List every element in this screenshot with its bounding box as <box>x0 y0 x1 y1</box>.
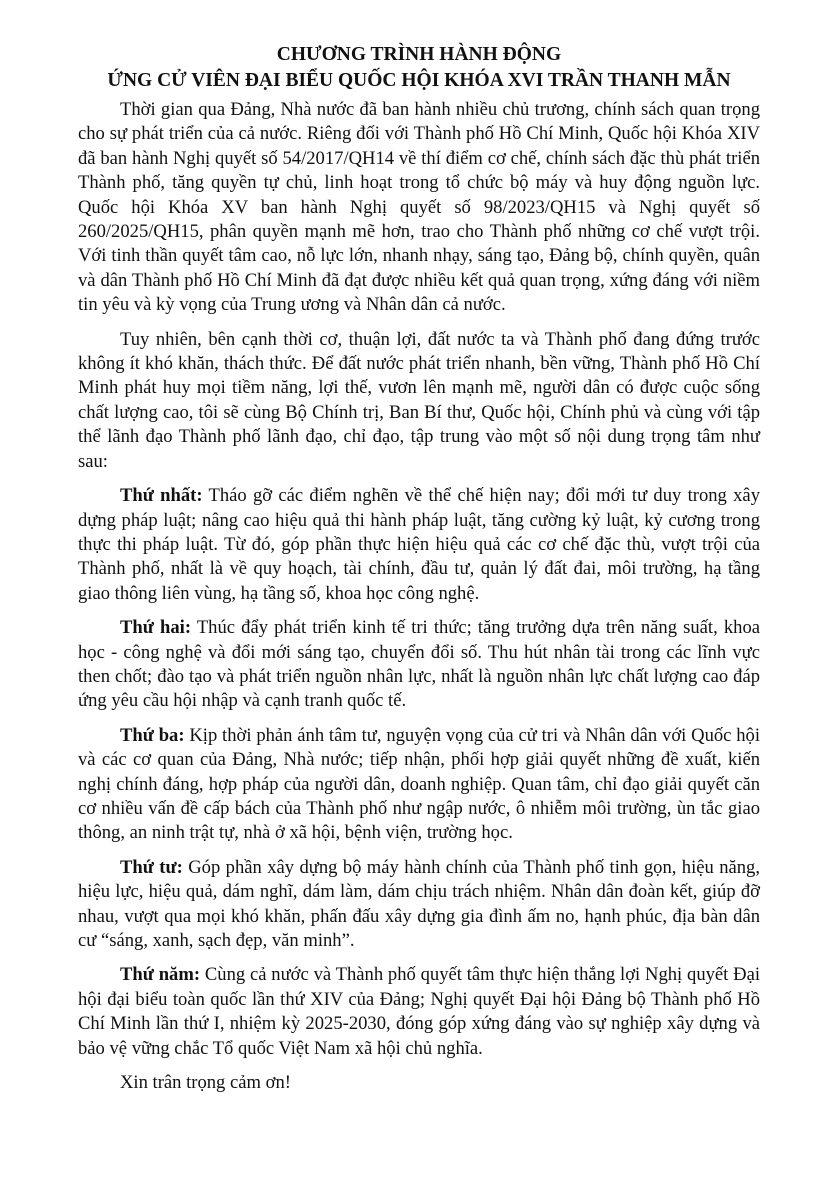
intro-paragraph-1: Thời gian qua Đảng, Nhà nước đã ban hành nhiều chủ trương, chính sách quan trọng cho sự phát triển của cả nước. Riêng đối với Thành phố Hồ Chí Minh, Quốc hội Khóa XIV đã ban hành Nghị quyết số 54/2017/QH14 về thí điểm cơ chế, chính sách đặc thù phát triển Thành phố, tăng quyền tự chủ, linh hoạt trong tổ chức bộ máy và huy động nguồn lực. Quốc hội Khóa XV ban hành Nghị quyết số 98/2023/QH15 và Nghị quyết số 260/2025/QH15, phân quyền mạnh mẽ hơn, trao cho Thành phố những cơ chế vượt trội. Với tinh thần quyết tâm cao, nỗ lực lớn, nhanh nhạy, sáng tạo, Đảng bộ, chính quyền, quân và dân Thành phố Hồ Chí Minh đã đạt được nhiều kết quả quan trọng, xứng đáng với niềm tin yêu và kỳ vọng của Trung ương và Nhân dân cả nước. <box>78 99 760 316</box>
action-item-1 <box>78 484 760 606</box>
action-item-3 <box>78 724 760 846</box>
action-item-2 <box>78 616 760 714</box>
action-item-5-lead: Thứ năm: <box>120 964 201 986</box>
document-title-line-1: CHƯƠNG TRÌNH HÀNH ĐỘNG <box>276 44 562 65</box>
action-item-4 <box>78 856 760 954</box>
action-item-4-text: Góp phần xây dựng bộ máy hành chính của Thành phố tinh gọn, hiệu năng, hiệu lực, hiệu quả, dám nghĩ, dám làm, dám chịu trách nhiệm. Nhân dân đoàn kết, giúp đỡ nhau, vượt qua mọi khó khăn, phấn đấu xây dựng gia đình ấm no, hạnh phúc, địa bàn dân cư “sáng, xanh, sạch đẹp, văn minh”. <box>78 856 760 951</box>
intro-paragraph-2: Tuy nhiên, bên cạnh thời cơ, thuận lợi, đất nước ta và Thành phố đang đứng trước không ít khó khăn, thách thức. Để đất nước phát triển nhanh, bền vững, Thành phố Hồ Chí Minh phát huy mọi tiềm năng, lợi thế, vươn lên mạnh mẽ, người dân có được cuộc sống chất lượng cao, tôi sẽ cùng Bộ Chính trị, Ban Bí thư, Quốc hội, Chính phủ và cùng với tập thể lãnh đạo Thành phố lãnh đạo, chỉ đạo, tập trung vào một số nội dung trọng tâm như sau: <box>78 328 760 472</box>
action-item-5-text: Cùng cả nước và Thành phố quyết tâm thực hiện thắng lợi Nghị quyết Đại hội đại biểu toàn quốc lần thứ XIV của Đảng; Nghị quyết Đại hội Đảng bộ Thành phố Hồ Chí Minh lần thứ I, nhiệm kỳ 2025-2030, đóng góp xứng đáng vào sự nghiệp xây dựng và bảo vệ vững chắc Tổ quốc Việt Nam xã hội chủ nghĩa. <box>78 964 760 1059</box>
action-item-3-text: Kịp thời phản ánh tâm tư, nguyện vọng của cử tri và Nhân dân với Quốc hội và các cơ quan của Đảng, Nhà nước; tiếp nhận, phối hợp giải quyết những đề xuất, kiến nghị chính đáng, hợp pháp của người dân, doanh nghiệp. Quan tâm, chỉ đạo giải quyết căn cơ nhiều vấn đề cấp bách của Thành phố như ngập nước, ô nhiễm môi trường, ùn tắc giao thông, an ninh trật tự, nhà ở xã hội, bệnh viện, trường học. <box>78 724 760 844</box>
action-item-1-lead: Thứ nhất: <box>120 485 203 507</box>
action-item-3-lead: Thứ ba: <box>120 724 185 746</box>
action-item-5 <box>78 963 760 1061</box>
action-item-1-text: Tháo gỡ các điểm nghẽn về thể chế hiện nay; đổi mới tư duy trong xây dựng pháp luật; nâng cao hiệu quả thi hành pháp luật, tăng cường kỷ luật, kỷ cương trong thực thi pháp luật. Từ đó, góp phần thực hiện hiệu quả các cơ chế đặc thù, vượt trội của Thành phố, nhất là về quy hoạch, tài chính, đầu tư, quản lý đất đai, môi trường, hạ tầng giao thông liên vùng, hạ tầng số, khoa học công nghệ. <box>78 485 760 604</box>
action-item-2-text: Thúc đẩy phát triển kinh tế tri thức; tăng trưởng dựa trên năng suất, khoa học - công nghệ và đổi mới sáng tạo, chuyển đổi số. Thu hút nhân tài trong các lĩnh vực then chốt; đào tạo và phát triển nguồn nhân lực, nhất là nguồn nhân lực chất lượng cao đáp ứng yêu cầu hội nhập và cạnh tranh quốc tế. <box>78 617 760 712</box>
action-item-4-lead: Thứ tư: <box>120 856 183 878</box>
document-body <box>78 42 760 1105</box>
closing-line: Xin trân trọng cảm ơn! <box>120 1072 291 1094</box>
document-title-line-2: ỨNG CỬ VIÊN ĐẠI BIỂU QUỐC HỘI KHÓA XVI TRẦN THANH MẪN <box>107 70 731 91</box>
action-item-2-lead: Thứ hai: <box>120 617 192 639</box>
